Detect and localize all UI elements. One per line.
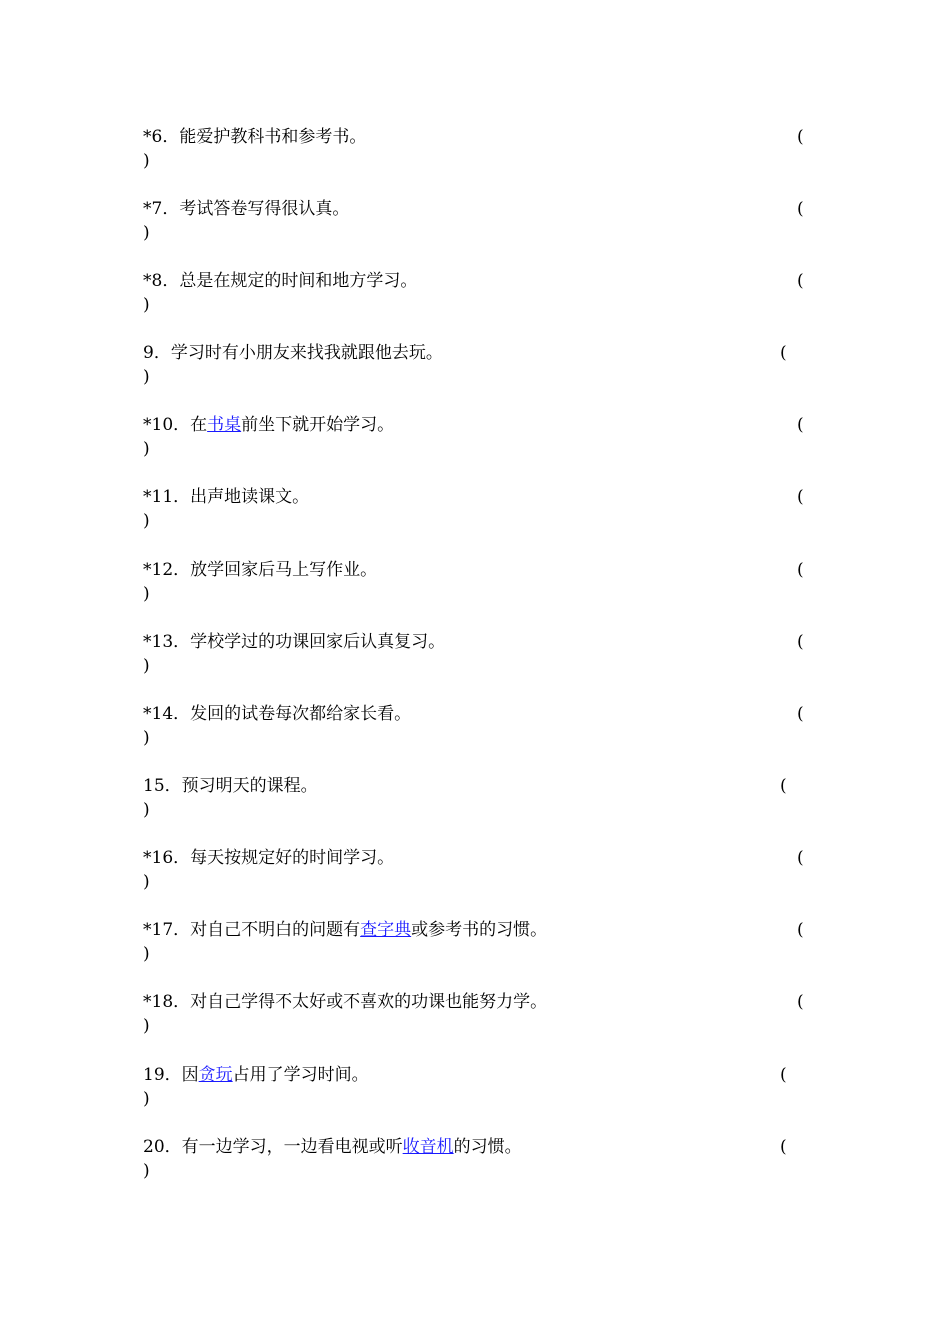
question-item: [143, 991, 813, 1041]
question-item: [143, 847, 813, 897]
answer-paren-close: ): [143, 584, 150, 604]
answer-paren-close: ): [143, 439, 150, 459]
answer-paren-open: (: [797, 992, 804, 1012]
question-prefix: *10．在: [143, 415, 208, 435]
answer-paren-close: ): [143, 728, 150, 748]
question-prefix: *7．考试答卷写得很认真。: [143, 199, 350, 219]
question-link[interactable]: 书桌: [207, 415, 242, 435]
answer-paren-open: (: [797, 199, 804, 219]
question-text: [143, 775, 318, 797]
answer-paren-close: ): [143, 295, 150, 315]
answer-paren-open: (: [797, 271, 804, 291]
question-prefix: 9．学习时有小朋友来找我就跟他去玩。: [143, 343, 443, 363]
answer-paren-open: (: [780, 776, 787, 796]
question-text: [143, 919, 547, 941]
question-text: [143, 559, 377, 581]
question-text: [143, 342, 443, 364]
answer-paren-close: ): [143, 151, 150, 171]
answer-paren-open: (: [780, 1137, 787, 1157]
question-item: [143, 414, 813, 464]
question-prefix: 15．预习明天的课程。: [143, 776, 318, 796]
question-text: [143, 270, 417, 292]
question-suffix: 的习惯。: [453, 1137, 522, 1157]
question-text: [143, 414, 394, 436]
question-prefix: *17．对自己不明白的问题有: [143, 920, 361, 940]
answer-paren-close: ): [143, 800, 150, 820]
question-item: [143, 919, 813, 969]
question-text: [143, 847, 394, 869]
question-suffix: 占用了学习时间。: [232, 1065, 369, 1085]
question-text: [143, 991, 547, 1013]
question-text: [143, 126, 366, 148]
answer-paren-open: (: [797, 127, 804, 147]
question-prefix: 19．因: [143, 1065, 199, 1085]
answer-paren-close: ): [143, 1089, 150, 1109]
question-item: [143, 631, 813, 681]
answer-paren-close: ): [143, 511, 150, 531]
question-prefix: 20．有一边学习，一边看电视或听: [143, 1137, 403, 1157]
answer-paren-close: ): [143, 1161, 150, 1181]
question-item: [143, 775, 813, 825]
answer-paren-open: (: [780, 343, 787, 363]
question-prefix: *11．出声地读课文。: [143, 487, 310, 507]
question-prefix: *14．发回的试卷每次都给家长看。: [143, 704, 412, 724]
answer-paren-close: ): [143, 367, 150, 387]
answer-paren-open: (: [797, 920, 804, 940]
question-link[interactable]: 查字典: [360, 920, 412, 940]
question-item: [143, 198, 813, 248]
question-item: [143, 486, 813, 536]
answer-paren-open: (: [797, 848, 804, 868]
question-link[interactable]: 贪玩: [198, 1065, 233, 1085]
answer-paren-open: (: [797, 415, 804, 435]
question-prefix: *13．学校学过的功课回家后认真复习。: [143, 632, 446, 652]
question-text: [143, 1136, 522, 1158]
answer-paren-open: (: [797, 704, 804, 724]
answer-paren-close: ): [143, 944, 150, 964]
question-item: [143, 126, 813, 176]
question-item: [143, 342, 813, 392]
question-text: [143, 486, 309, 508]
question-item: [143, 1136, 813, 1186]
question-link[interactable]: 收音机: [402, 1137, 454, 1157]
question-item: [143, 559, 813, 609]
question-item: [143, 270, 813, 320]
question-prefix: *16．每天按规定好的时间学习。: [143, 848, 395, 868]
question-suffix: 或参考书的习惯。: [411, 920, 548, 940]
answer-paren-close: ): [143, 656, 150, 676]
question-item: [143, 703, 813, 753]
question-prefix: *6．能爱护教科书和参考书。: [143, 127, 367, 147]
question-text: [143, 198, 349, 220]
question-text: [143, 631, 445, 653]
answer-paren-open: (: [797, 632, 804, 652]
answer-paren-open: (: [780, 1065, 787, 1085]
answer-paren-close: ): [143, 872, 150, 892]
question-text: [143, 703, 411, 725]
question-suffix: 前坐下就开始学习。: [241, 415, 395, 435]
question-prefix: *12．放学回家后马上写作业。: [143, 560, 378, 580]
question-prefix: *18．对自己学得不太好或不喜欢的功课也能努力学。: [143, 992, 548, 1012]
answer-paren-open: (: [797, 560, 804, 580]
answer-paren-close: ): [143, 223, 150, 243]
question-text: [143, 1064, 369, 1086]
question-item: [143, 1064, 813, 1114]
answer-paren-close: ): [143, 1016, 150, 1036]
answer-paren-open: (: [797, 487, 804, 507]
question-prefix: *8．总是在规定的时间和地方学习。: [143, 271, 418, 291]
